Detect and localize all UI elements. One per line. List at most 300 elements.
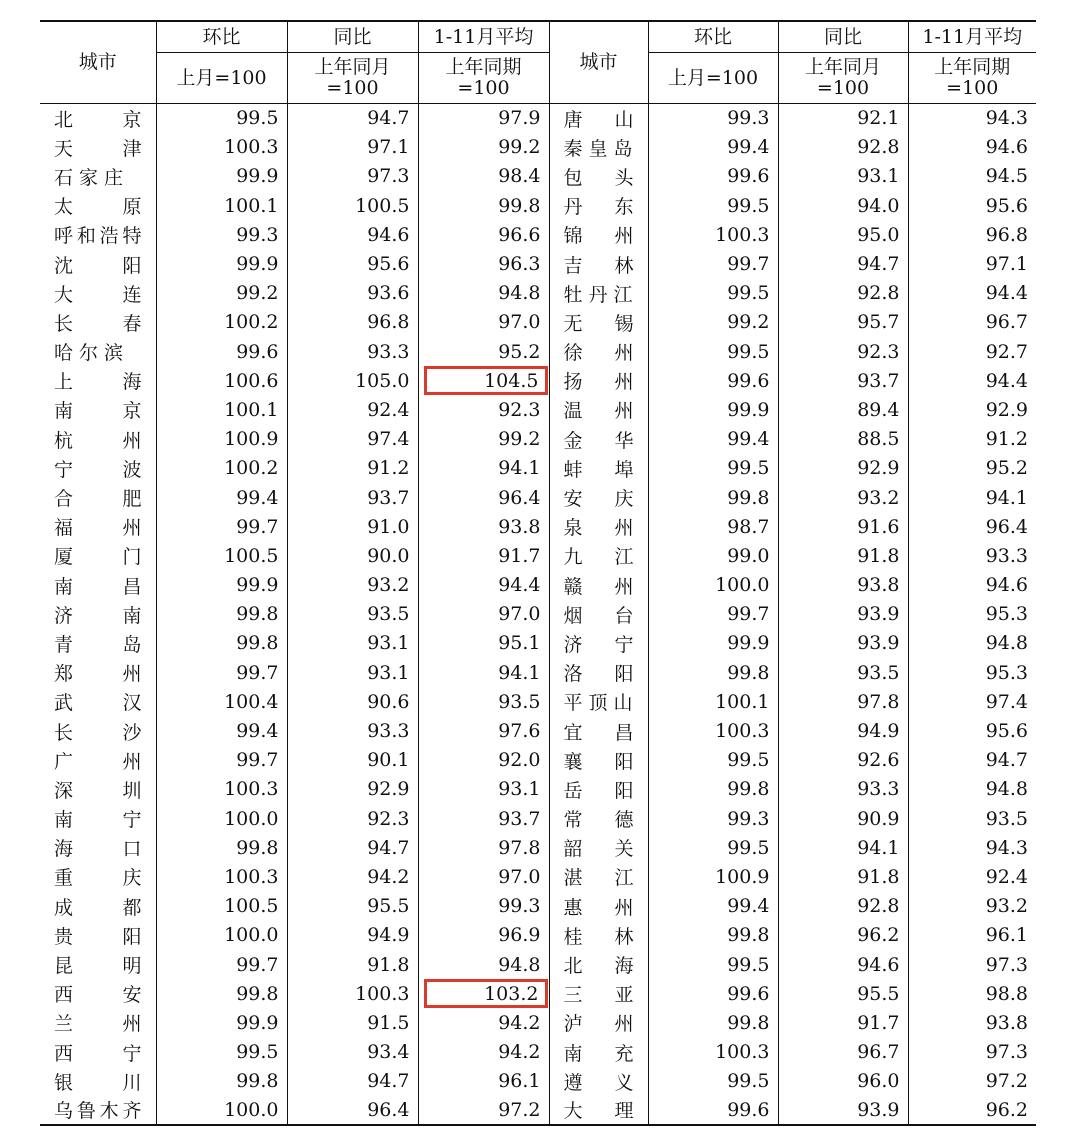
mom-value: 100.2 bbox=[224, 311, 279, 334]
city-char: 南 bbox=[54, 400, 74, 423]
avg-value-right bbox=[908, 425, 1036, 454]
mom-value: 100.0 bbox=[224, 924, 279, 947]
table-row bbox=[40, 541, 1036, 570]
mom-value-right bbox=[648, 279, 778, 308]
mom-value: 99.6 bbox=[727, 1098, 770, 1121]
avg-value: 94.7 bbox=[985, 749, 1028, 772]
avg-value-right bbox=[908, 104, 1036, 133]
mom-value: 99.4 bbox=[236, 720, 279, 743]
mom-value-right bbox=[648, 425, 778, 454]
city-char: 金 bbox=[563, 429, 583, 452]
header-yoy-left: 同比 bbox=[287, 21, 418, 53]
city-name-left bbox=[40, 629, 156, 658]
mom-value: 99.8 bbox=[727, 486, 770, 509]
city-char: 湛 bbox=[563, 867, 583, 890]
subheader-avg-right: 上年同期 =100 bbox=[908, 53, 1036, 104]
avg-value: 96.2 bbox=[985, 1098, 1028, 1121]
mom-value: 99.9 bbox=[727, 398, 770, 421]
avg-value-right bbox=[908, 1038, 1036, 1067]
subheader-yoy-left: 上年同月 =100 bbox=[287, 53, 418, 104]
avg-value-right bbox=[908, 541, 1036, 570]
mom-value-right bbox=[648, 746, 778, 775]
mom-value-right bbox=[648, 629, 778, 658]
city-char: 江 bbox=[614, 546, 634, 569]
yoy-value-right bbox=[778, 571, 908, 600]
mom-value-left bbox=[156, 892, 287, 921]
mom-value: 100.5 bbox=[224, 544, 279, 567]
mom-value-left bbox=[156, 658, 287, 687]
mom-value: 99.7 bbox=[236, 661, 279, 684]
yoy-value-right bbox=[778, 775, 908, 804]
table-row bbox=[40, 892, 1036, 921]
avg-value-right bbox=[908, 483, 1036, 512]
city-char: 杭 bbox=[54, 429, 74, 452]
city-char: 宁 bbox=[122, 809, 142, 832]
mom-value: 99.5 bbox=[727, 282, 770, 305]
avg-value: 92.7 bbox=[985, 340, 1028, 363]
avg-value-left bbox=[418, 658, 549, 687]
yoy-value: 93.3 bbox=[367, 720, 410, 743]
mom-value: 100.1 bbox=[715, 690, 770, 713]
avg-value: 98.8 bbox=[985, 982, 1028, 1005]
avg-value-right bbox=[908, 133, 1036, 162]
avg-value: 93.2 bbox=[985, 895, 1028, 918]
avg-value: 97.1 bbox=[985, 253, 1028, 276]
city-char: 义 bbox=[614, 1071, 634, 1094]
yoy-value: 90.9 bbox=[857, 807, 900, 830]
city-char: 州 bbox=[122, 517, 142, 540]
city-char: 成 bbox=[54, 896, 74, 919]
mom-value-right bbox=[648, 133, 778, 162]
city-char: 大 bbox=[54, 283, 74, 306]
avg-value: 96.4 bbox=[498, 486, 541, 509]
yoy-value-right bbox=[778, 833, 908, 862]
city-char: 秦 bbox=[563, 137, 583, 160]
yoy-value-right bbox=[778, 104, 908, 133]
avg-value-left bbox=[418, 425, 549, 454]
avg-value-right bbox=[908, 220, 1036, 249]
avg-value: 94.2 bbox=[498, 1041, 541, 1064]
yoy-value: 94.7 bbox=[367, 1070, 410, 1093]
yoy-value: 93.5 bbox=[367, 603, 410, 626]
table-row bbox=[40, 804, 1036, 833]
city-name-right bbox=[549, 629, 648, 658]
city-char: 埠 bbox=[614, 458, 634, 481]
city-name-right bbox=[549, 1038, 648, 1067]
mom-value: 99.6 bbox=[727, 369, 770, 392]
avg-value: 97.2 bbox=[985, 1070, 1028, 1093]
table-row bbox=[40, 950, 1036, 979]
avg-value: 97.0 bbox=[498, 603, 541, 626]
header-avg-left: 1-11月平均 bbox=[418, 21, 549, 53]
city-name-left bbox=[40, 658, 156, 687]
yoy-value: 93.1 bbox=[857, 165, 900, 188]
yoy-value: 96.4 bbox=[367, 1098, 410, 1121]
yoy-value-right bbox=[778, 979, 908, 1008]
avg-value: 94.3 bbox=[985, 836, 1028, 859]
avg-value: 96.8 bbox=[985, 223, 1028, 246]
yoy-value-right bbox=[778, 1038, 908, 1067]
yoy-value-right bbox=[778, 279, 908, 308]
yoy-value: 92.8 bbox=[857, 895, 900, 918]
avg-value: 95.2 bbox=[498, 340, 541, 363]
mom-value-right bbox=[648, 541, 778, 570]
mom-value-left bbox=[156, 775, 287, 804]
city-name-right bbox=[549, 337, 648, 366]
mom-value: 99.5 bbox=[727, 194, 770, 217]
avg-value: 94.3 bbox=[985, 107, 1028, 130]
mom-value-right bbox=[648, 512, 778, 541]
city-char: 赣 bbox=[563, 575, 583, 598]
city-char: 泸 bbox=[563, 1013, 583, 1036]
avg-value: 96.6 bbox=[498, 223, 541, 246]
city-char: 京 bbox=[122, 400, 142, 423]
avg-value-left bbox=[418, 571, 549, 600]
mom-value-right bbox=[648, 600, 778, 629]
city-char: 大 bbox=[563, 1100, 583, 1123]
avg-value-left bbox=[418, 191, 549, 220]
city-char: 口 bbox=[122, 838, 142, 861]
table-row bbox=[40, 425, 1036, 454]
mom-value: 99.8 bbox=[236, 836, 279, 859]
city-name-right bbox=[549, 892, 648, 921]
city-name-left bbox=[40, 191, 156, 220]
city-char: 岳 bbox=[563, 779, 583, 802]
city-char: 江 bbox=[613, 283, 633, 306]
yoy-value: 96.0 bbox=[857, 1070, 900, 1093]
city-name-left bbox=[40, 279, 156, 308]
yoy-value: 91.6 bbox=[857, 515, 900, 538]
city-char: 原 bbox=[122, 196, 142, 219]
yoy-value: 95.5 bbox=[367, 895, 410, 918]
mom-value: 100.3 bbox=[715, 720, 770, 743]
avg-value-right bbox=[908, 775, 1036, 804]
subheader-mom-left: 上月=100 bbox=[156, 53, 287, 104]
city-char: 海 bbox=[54, 838, 74, 861]
mom-value: 100.9 bbox=[715, 865, 770, 888]
yoy-value-left bbox=[287, 512, 418, 541]
city-char: 包 bbox=[563, 166, 583, 189]
city-char: 头 bbox=[614, 166, 634, 189]
yoy-value: 97.1 bbox=[367, 136, 410, 159]
mom-value: 99.3 bbox=[727, 107, 770, 130]
city-name-right bbox=[549, 658, 648, 687]
mom-value-left bbox=[156, 921, 287, 950]
yoy-value-left bbox=[287, 220, 418, 249]
avg-value-right bbox=[908, 279, 1036, 308]
avg-value-left bbox=[418, 279, 549, 308]
yoy-value-left bbox=[287, 658, 418, 687]
city-char: 鲁 bbox=[76, 1100, 96, 1123]
yoy-value: 94.7 bbox=[857, 253, 900, 276]
city-char: 宜 bbox=[563, 721, 583, 744]
avg-value: 96.4 bbox=[985, 515, 1028, 538]
yoy-value-left bbox=[287, 249, 418, 278]
avg-value-left bbox=[418, 337, 549, 366]
avg-value: 94.4 bbox=[985, 282, 1028, 305]
city-name-right bbox=[549, 541, 648, 570]
yoy-value: 93.9 bbox=[857, 632, 900, 655]
city-char: 南 bbox=[54, 809, 74, 832]
city-name-left bbox=[40, 162, 156, 191]
header-yoy-right: 同比 bbox=[778, 21, 908, 53]
yoy-value: 92.3 bbox=[857, 340, 900, 363]
yoy-value-right bbox=[778, 1008, 908, 1037]
yoy-value-right bbox=[778, 220, 908, 249]
city-char: 西 bbox=[54, 1042, 74, 1065]
yoy-value: 97.4 bbox=[367, 428, 410, 451]
avg-value: 94.5 bbox=[985, 165, 1028, 188]
city-name-left bbox=[40, 979, 156, 1008]
mom-value: 99.3 bbox=[727, 807, 770, 830]
avg-value-right bbox=[908, 979, 1036, 1008]
table-row bbox=[40, 1067, 1036, 1096]
city-char: 圳 bbox=[122, 779, 142, 802]
city-char: 特 bbox=[122, 225, 142, 248]
yoy-value-left bbox=[287, 162, 418, 191]
table-row bbox=[40, 571, 1036, 600]
mom-value: 99.8 bbox=[727, 1011, 770, 1034]
yoy-value: 94.1 bbox=[857, 836, 900, 859]
city-name-left bbox=[40, 454, 156, 483]
city-char: 蚌 bbox=[563, 458, 583, 481]
avg-value: 94.6 bbox=[985, 574, 1028, 597]
yoy-value-right bbox=[778, 1096, 908, 1125]
city-name-left bbox=[40, 337, 156, 366]
mom-value-right bbox=[648, 571, 778, 600]
mom-value: 100.1 bbox=[224, 398, 279, 421]
avg-value-right bbox=[908, 833, 1036, 862]
yoy-value-left bbox=[287, 921, 418, 950]
city-name-left bbox=[40, 600, 156, 629]
yoy-value: 93.9 bbox=[857, 603, 900, 626]
yoy-value-right bbox=[778, 483, 908, 512]
mom-value-left bbox=[156, 249, 287, 278]
table-row bbox=[40, 366, 1036, 395]
mom-value-left bbox=[156, 512, 287, 541]
city-char: 明 bbox=[122, 955, 142, 978]
city-name-right bbox=[549, 483, 648, 512]
mom-value-left bbox=[156, 716, 287, 745]
yoy-value: 93.7 bbox=[857, 369, 900, 392]
avg-value: 97.2 bbox=[498, 1098, 541, 1121]
city-char: 州 bbox=[122, 663, 142, 686]
avg-value: 92.3 bbox=[498, 398, 541, 421]
yoy-value-left bbox=[287, 366, 418, 395]
avg-value-left bbox=[418, 1067, 549, 1096]
mom-value-right bbox=[648, 1038, 778, 1067]
mom-value-right bbox=[648, 337, 778, 366]
mom-value-right bbox=[648, 220, 778, 249]
city-char: 昌 bbox=[122, 575, 142, 598]
mom-value-right bbox=[648, 162, 778, 191]
city-char: 州 bbox=[614, 517, 634, 540]
mom-value: 99.2 bbox=[236, 282, 279, 305]
city-char: 津 bbox=[122, 137, 142, 160]
yoy-value-left bbox=[287, 1038, 418, 1067]
mom-value: 99.8 bbox=[236, 1070, 279, 1093]
city-char: 合 bbox=[54, 488, 74, 511]
subheader-yoy-right: 上年同月 =100 bbox=[778, 53, 908, 104]
city-name-right bbox=[549, 512, 648, 541]
yoy-value-right bbox=[778, 600, 908, 629]
table-row bbox=[40, 191, 1036, 220]
yoy-value-right bbox=[778, 512, 908, 541]
mom-value-right bbox=[648, 104, 778, 133]
avg-value: 99.2 bbox=[498, 136, 541, 159]
avg-value-left bbox=[418, 862, 549, 891]
yoy-value: 97.8 bbox=[857, 690, 900, 713]
mom-value-left bbox=[156, 571, 287, 600]
table-header bbox=[40, 21, 1036, 104]
city-char: 天 bbox=[54, 137, 74, 160]
city-char: 阳 bbox=[122, 925, 142, 948]
city-name-right bbox=[549, 162, 648, 191]
city-char: 贵 bbox=[54, 925, 74, 948]
avg-value: 97.3 bbox=[985, 953, 1028, 976]
city-char: 岛 bbox=[122, 633, 142, 656]
mom-value: 100.3 bbox=[715, 1041, 770, 1064]
mom-value-right bbox=[648, 1008, 778, 1037]
city-char: 九 bbox=[563, 546, 583, 569]
yoy-value-left bbox=[287, 571, 418, 600]
mom-value: 99.6 bbox=[727, 982, 770, 1005]
city-name-left bbox=[40, 366, 156, 395]
city-char: 京 bbox=[122, 108, 142, 131]
yoy-value: 96.7 bbox=[857, 1041, 900, 1064]
city-char: 青 bbox=[54, 633, 74, 656]
mom-value-left bbox=[156, 104, 287, 133]
avg-value: 94.1 bbox=[985, 486, 1028, 509]
city-char: 东 bbox=[614, 196, 634, 219]
mom-value: 99.7 bbox=[727, 603, 770, 626]
city-char: 沙 bbox=[122, 721, 142, 744]
yoy-value: 95.7 bbox=[857, 311, 900, 334]
city-char: 木 bbox=[99, 1100, 119, 1123]
mom-value-left bbox=[156, 191, 287, 220]
mom-value: 99.6 bbox=[727, 165, 770, 188]
yoy-value: 100.5 bbox=[355, 194, 410, 217]
avg-value-right bbox=[908, 746, 1036, 775]
yoy-value-right bbox=[778, 746, 908, 775]
avg-value: 94.4 bbox=[498, 574, 541, 597]
avg-value-left bbox=[418, 454, 549, 483]
avg-value-left bbox=[418, 512, 549, 541]
avg-value: 96.1 bbox=[498, 1070, 541, 1093]
avg-value-right bbox=[908, 308, 1036, 337]
avg-value: 94.8 bbox=[498, 953, 541, 976]
avg-value: 99.8 bbox=[498, 194, 541, 217]
city-name-left bbox=[40, 1038, 156, 1067]
mom-value-right bbox=[648, 308, 778, 337]
mom-value: 100.5 bbox=[224, 895, 279, 918]
yoy-value-left bbox=[287, 746, 418, 775]
avg-value-left bbox=[418, 687, 549, 716]
mom-value: 100.0 bbox=[224, 1098, 279, 1121]
city-char: 阳 bbox=[614, 663, 634, 686]
city-char: 长 bbox=[54, 721, 74, 744]
mom-value-right bbox=[648, 687, 778, 716]
city-char: 皇 bbox=[588, 137, 608, 160]
mom-value-right bbox=[648, 1067, 778, 1096]
city-char: 州 bbox=[614, 225, 634, 248]
city-name-left bbox=[40, 512, 156, 541]
city-char: 州 bbox=[614, 400, 634, 423]
avg-value: 94.8 bbox=[985, 778, 1028, 801]
mom-value-left bbox=[156, 395, 287, 424]
avg-value-right bbox=[908, 629, 1036, 658]
city-name-left bbox=[40, 483, 156, 512]
mom-value-right bbox=[648, 366, 778, 395]
avg-value-left bbox=[418, 220, 549, 249]
yoy-value-left bbox=[287, 191, 418, 220]
avg-value-right bbox=[908, 337, 1036, 366]
city-char: 齐 bbox=[122, 1100, 142, 1123]
yoy-value: 92.3 bbox=[367, 807, 410, 830]
city-char: 滨 bbox=[104, 342, 124, 365]
city-char: 三 bbox=[563, 984, 583, 1007]
mom-value: 99.6 bbox=[236, 340, 279, 363]
avg-value: 95.6 bbox=[985, 720, 1028, 743]
mom-value: 99.7 bbox=[236, 953, 279, 976]
mom-value-left bbox=[156, 1067, 287, 1096]
mom-value: 100.1 bbox=[224, 194, 279, 217]
avg-value-left bbox=[418, 1096, 549, 1125]
yoy-value-right bbox=[778, 191, 908, 220]
mom-value-right bbox=[648, 833, 778, 862]
header-mom-right: 环比 bbox=[648, 21, 778, 53]
city-name-right bbox=[549, 425, 648, 454]
mom-value: 99.0 bbox=[727, 544, 770, 567]
city-char: 门 bbox=[122, 546, 142, 569]
city-char: 州 bbox=[122, 750, 142, 773]
avg-value-right bbox=[908, 191, 1036, 220]
mom-value-left bbox=[156, 804, 287, 833]
city-char: 南 bbox=[563, 1042, 583, 1065]
city-char: 重 bbox=[54, 867, 74, 890]
yoy-value-right bbox=[778, 629, 908, 658]
city-char: 州 bbox=[614, 575, 634, 598]
city-char: 兰 bbox=[54, 1013, 74, 1036]
city-char: 关 bbox=[614, 838, 634, 861]
mom-value-left bbox=[156, 220, 287, 249]
yoy-value: 93.9 bbox=[857, 1098, 900, 1121]
yoy-value: 93.8 bbox=[857, 574, 900, 597]
avg-value-left bbox=[418, 1038, 549, 1067]
avg-value: 92.0 bbox=[498, 749, 541, 772]
avg-value-left bbox=[418, 775, 549, 804]
city-char: 肥 bbox=[122, 488, 142, 511]
city-char: 州 bbox=[614, 1013, 634, 1036]
city-char: 春 bbox=[122, 312, 142, 335]
avg-value: 91.2 bbox=[985, 428, 1028, 451]
yoy-value: 90.0 bbox=[367, 544, 410, 567]
city-char: 都 bbox=[122, 896, 142, 919]
avg-value-left bbox=[418, 249, 549, 278]
yoy-value-left bbox=[287, 133, 418, 162]
city-name-left bbox=[40, 833, 156, 862]
yoy-value-left bbox=[287, 1096, 418, 1125]
avg-value: 93.3 bbox=[985, 544, 1028, 567]
yoy-value-right bbox=[778, 162, 908, 191]
table-row bbox=[40, 775, 1036, 804]
yoy-value: 97.3 bbox=[367, 165, 410, 188]
yoy-value: 94.9 bbox=[367, 924, 410, 947]
city-name-right bbox=[549, 279, 648, 308]
city-char: 武 bbox=[54, 692, 74, 715]
yoy-value: 96.2 bbox=[857, 924, 900, 947]
table-row bbox=[40, 833, 1036, 862]
